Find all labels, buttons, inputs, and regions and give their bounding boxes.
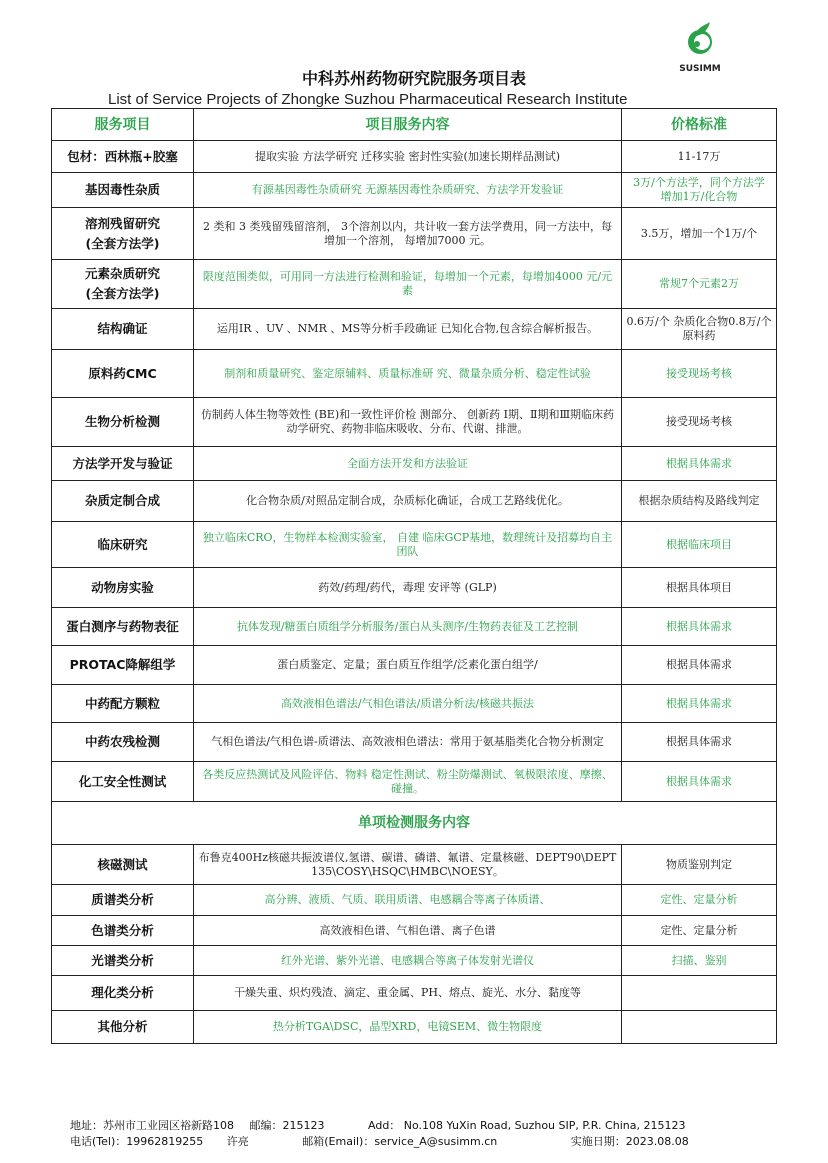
row-price: 根据具体需求 (622, 685, 777, 723)
table-row (52, 646, 777, 685)
table-header-row (52, 109, 777, 141)
table-row (52, 685, 777, 723)
row-price: 定性、定量分析 (622, 885, 777, 916)
footer-postcode: 邮编：215123 (249, 1119, 325, 1132)
table-row (52, 568, 777, 608)
row-price: 根据具体需求 (622, 447, 777, 481)
page-title-en: List of Service Projects of Zhongke Suzhou Pharmaceutical Research Institute (108, 91, 628, 108)
row-name: 元素杂质研究 (全套方法学) (52, 260, 194, 309)
row-price: 接受现场考核 (622, 398, 777, 447)
row-price: 接受现场考核 (622, 350, 777, 398)
footer-line-1 (70, 1117, 685, 1133)
row-content: 高分辨、液质、气质、联用质谱、电感耦合等离子体质谱、 (194, 885, 622, 916)
row-name: 中药配方颗粒 (52, 685, 194, 723)
table-row (52, 885, 777, 916)
row-price: 根据具体需求 (622, 762, 777, 802)
row-price: 常规7个元素2万 (622, 260, 777, 309)
row-name: PROTAC降解组学 (52, 646, 194, 685)
row-price: 扫描、鉴别 (622, 946, 777, 976)
table-row (52, 309, 777, 350)
row-content: 抗体发现/糖蛋白质组学分析服务/蛋白从头测序/生物药表征及工艺控制 (194, 608, 622, 646)
footer-phone: 电话(Tel)：19962819255 (70, 1135, 204, 1148)
section-header-row (52, 802, 777, 845)
table-row (52, 141, 777, 173)
row-price: 物质鉴别判定 (622, 845, 777, 885)
row-name: 理化类分析 (52, 976, 194, 1011)
service-table (51, 108, 777, 1044)
row-name: 临床研究 (52, 522, 194, 568)
row-content: 热分析TGA\DSC，晶型XRD，电镜SEM、微生物限度 (194, 1011, 622, 1044)
section-title: 单项检测服务内容 (52, 802, 777, 845)
row-content: 全面方法开发和方法验证 (194, 447, 622, 481)
table-row (52, 173, 777, 208)
row-price: 0.6万/个 杂质化合物0.8万/个原料药 (622, 309, 777, 350)
row-name: 核磁测试 (52, 845, 194, 885)
table-row (52, 447, 777, 481)
row-name: 原料药CMC (52, 350, 194, 398)
row-name: 基因毒性杂质 (52, 173, 194, 208)
table-row (52, 845, 777, 885)
row-name: 杂质定制合成 (52, 481, 194, 522)
row-content: 2 类和 3 类残留残留溶剂， 3个溶剂以内，共计收一套方法学费用，同一方法中，每增加一个溶剂， 每增加7000 元。 (194, 208, 622, 260)
row-name: 动物房实验 (52, 568, 194, 608)
row-content: 红外光谱、紫外光谱、电感耦合等离子体发射光谱仪 (194, 946, 622, 976)
table-row (52, 946, 777, 976)
row-name: 蛋白测序与药物表征 (52, 608, 194, 646)
row-price (622, 1011, 777, 1044)
table-row (52, 522, 777, 568)
table-row (52, 976, 777, 1011)
row-price: 根据具体需求 (622, 608, 777, 646)
table-row (52, 762, 777, 802)
table-row (52, 260, 777, 309)
row-name: 包材：西林瓶+胶塞 (52, 141, 194, 173)
header-price: 价格标准 (622, 109, 777, 141)
row-content: 各类反应热测试及风险评估、物料 稳定性测试、粉尘防爆测试、氧极限浓度、摩擦、碰撞。 (194, 762, 622, 802)
row-name: 中药农残检测 (52, 723, 194, 762)
table-row (52, 1011, 777, 1044)
row-content: 气相色谱法/气相色谱-质谱法、高效液相色谱法：常用于氨基脂类化合物分析测定 (194, 723, 622, 762)
row-price: 根据具体项目 (622, 568, 777, 608)
row-name: 化工安全性测试 (52, 762, 194, 802)
row-content: 制剂和质量研究、鉴定原辅料、质量标准研 究、微量杂质分析、稳定性试验 (194, 350, 622, 398)
header-service-content: 项目服务内容 (194, 109, 622, 141)
row-content: 高效液相色谱、气相色谱、离子色谱 (194, 916, 622, 946)
row-content: 运用IR 、UV 、NMR 、MS等分析手段确证 已知化合物,包含综合解析报告。 (194, 309, 622, 350)
row-content: 布鲁克400Hz核磁共振波谱仪,氢谱、碳谱、磷谱、氟谱、定量核磁、DEPT90\DEPT135\COSY\HSQC\HMBC\NOESY。 (194, 845, 622, 885)
row-price: 3万/个方法学，同个方法学 增加1万/化合物 (622, 173, 777, 208)
row-content: 干燥失重、炽灼残渣、滴定、重金属、PH、熔点、旋光、水分、黏度等 (194, 976, 622, 1011)
table-row (52, 398, 777, 447)
row-price: 根据具体需求 (622, 646, 777, 685)
row-name: 其他分析 (52, 1011, 194, 1044)
row-name: 质谱类分析 (52, 885, 194, 916)
footer-email: 邮箱(Email)：service_A@susimm.cn (302, 1135, 498, 1148)
row-content: 限度范围类似，可用同一方法进行检测和验证，每增加一个元素，每增加4000 元/元素 (194, 260, 622, 309)
footer-date: 实施日期：2023.08.08 (570, 1135, 689, 1148)
row-price: 根据具体需求 (622, 723, 777, 762)
table-row (52, 723, 777, 762)
row-price: 定性、定量分析 (622, 916, 777, 946)
page-title-cn: 中科苏州药物研究院服务项目表 (301, 69, 526, 88)
row-name: 溶剂残留研究 (全套方法学) (52, 208, 194, 260)
row-content: 提取实验 方法学研究 迁移实验 密封性实验(加速长期样品测试) (194, 141, 622, 173)
row-content: 化合物杂质/对照品定制合成，杂质标化确证，合成工艺路线优化。 (194, 481, 622, 522)
row-price (622, 976, 777, 1011)
logo-text: SUSIMM (679, 64, 721, 74)
row-content: 蛋白质鉴定、定量；蛋白质互作组学/泛素化蛋白组学/ (194, 646, 622, 685)
row-price: 根据临床项目 (622, 522, 777, 568)
row-price: 根据杂质结构及路线判定 (622, 481, 777, 522)
row-name: 结构确证 (52, 309, 194, 350)
row-content: 仿制药人体生物等效性 (BE)和一致性评价检 测部分、 创新药 Ⅰ期、Ⅱ期和Ⅲ期临床药 动学研究、药物非临床吸收、分布、代谢、排泄。 (194, 398, 622, 447)
row-price: 11-17万 (622, 141, 777, 173)
row-name: 生物分析检测 (52, 398, 194, 447)
row-content: 高效液相色谱法/气相色谱法/质谱分析法/核磁共振法 (194, 685, 622, 723)
row-name: 方法学开发与验证 (52, 447, 194, 481)
footer-contact: 许亮 (226, 1135, 249, 1148)
row-name: 光谱类分析 (52, 946, 194, 976)
footer-line-2 (70, 1133, 689, 1149)
table-row (52, 608, 777, 646)
row-name: 色谱类分析 (52, 916, 194, 946)
row-content: 有源基因毒性杂质研究 无源基因毒性杂质研究、方法学开发验证 (194, 173, 622, 208)
table-row (52, 208, 777, 260)
footer-address-cn: 地址：苏州市工业园区裕新路108 (70, 1119, 234, 1132)
row-price: 3.5万，增加一个1万/个 (622, 208, 777, 260)
table-row (52, 481, 777, 522)
table-row (52, 350, 777, 398)
header-service-item: 服务项目 (52, 109, 194, 141)
footer-address-en: Add： No.108 YuXin Road, Suzhou SIP, P.R. China, 215123 (368, 1119, 686, 1132)
table-row (52, 916, 777, 946)
row-content: 独立临床CRO，生物样本检测实验室， 自建 临床GCP基地，数理统计及招募均自主团队 (194, 522, 622, 568)
row-content: 药效/药理/药代，毒理 安评等 (GLP) (194, 568, 622, 608)
